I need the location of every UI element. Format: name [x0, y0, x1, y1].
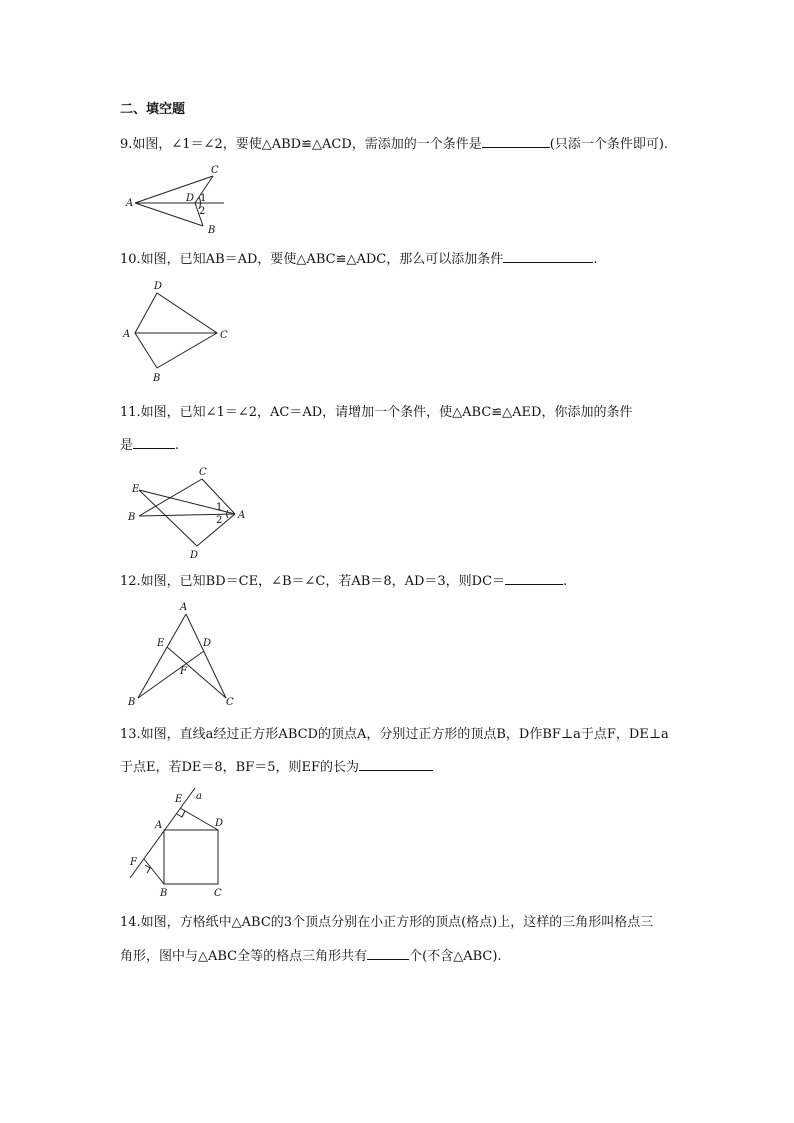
- question-11-line-1: 11.如图，已知∠1＝∠2，AC＝AD，请增加一个条件，使△ABC≌△AED，你添加的条件: [120, 405, 633, 420]
- answer-blank-12[interactable]: [505, 570, 563, 585]
- question-12-suffix: .: [563, 574, 568, 589]
- figure-12: [120, 598, 250, 713]
- fig10-label-c: C: [220, 330, 228, 341]
- fig10-label-a: A: [123, 329, 131, 340]
- fig13-line-bf: [144, 859, 164, 884]
- fig11-line-bc: [139, 479, 202, 516]
- question-11-suffix: .: [175, 438, 180, 453]
- fig11-label-e: E: [132, 484, 140, 495]
- fig12-line-ac: [186, 614, 226, 698]
- question-13-line-2: [120, 756, 702, 778]
- answer-blank-9[interactable]: [482, 133, 550, 148]
- fig9-label-a: A: [126, 198, 134, 209]
- fig13-label-a-line: a: [196, 791, 202, 802]
- fig13-square-abcd: [164, 830, 218, 884]
- fig10-label-d: D: [154, 281, 163, 292]
- fig11-label-angle-2: 2: [216, 515, 223, 526]
- fig11-label-angle-1: 1: [216, 502, 223, 513]
- question-12: [120, 570, 702, 592]
- answer-blank-14[interactable]: [367, 945, 409, 960]
- question-10-text: 10.如图，已知AB＝AD，要使△ABC≌△ADC，那么可以添加条件: [120, 252, 504, 267]
- fig13-label-b: B: [160, 888, 168, 899]
- question-14-text-2: 角形，图中与△ABC全等的格点三角形共有: [120, 949, 368, 964]
- question-11-line-2: [120, 434, 702, 456]
- question-14-line-1: 14.如图，方格纸中△ABC的3个顶点分别在小正方形的顶点(格点)上，这样的三角形叫格点三: [120, 915, 654, 930]
- question-10: [120, 248, 702, 270]
- question-14-suffix: 个(不含△ABC).: [409, 949, 502, 964]
- fig13-label-f: F: [130, 857, 137, 868]
- answer-blank-10[interactable]: [503, 248, 593, 263]
- question-9-suffix: (只添一个条件即可).: [549, 137, 669, 152]
- fig12-label-d: D: [203, 638, 212, 649]
- fig9-label-d: D: [186, 193, 195, 204]
- fig9-line-ab: [135, 203, 206, 226]
- fig12-label-c: C: [226, 697, 234, 708]
- question-13-line-1: 13.如图，直线a经过正方形ABCD的顶点A，分别过正方形的顶点B，D作BF⊥a于点F，DE⊥a: [120, 727, 669, 742]
- question-12-text: 12.如图，已知BD＝CE，∠B＝∠C，若AB＝8，AD＝3，则DC＝: [120, 574, 506, 589]
- question-13-text-2: 于点E，若DE＝8，BF＝5，则EF的长为: [120, 760, 360, 775]
- fig11-label-c: C: [199, 467, 207, 478]
- answer-blank-11[interactable]: [133, 434, 175, 449]
- question-9: [120, 133, 702, 155]
- question-10-suffix: .: [593, 252, 598, 267]
- figure-11: [120, 462, 260, 562]
- fig13-line-de: [180, 808, 218, 830]
- figure-10: [120, 278, 240, 388]
- question-11-text-2: 是: [120, 438, 134, 453]
- fig12-line-ec: [167, 647, 226, 698]
- fig9-label-b: B: [208, 225, 216, 236]
- fig9-label-angle-2: 2: [199, 206, 206, 217]
- answer-blank-13[interactable]: [359, 756, 433, 771]
- figure-13: [120, 783, 240, 903]
- fig9-label-angle-1: 1: [200, 193, 207, 204]
- fig13-label-e: E: [175, 794, 183, 805]
- fig11-label-d: D: [190, 550, 199, 561]
- fig13-line-a: [130, 788, 195, 878]
- fig12-label-a: A: [180, 602, 188, 613]
- fig13-label-d: D: [215, 818, 224, 829]
- fig10-quadrilateral: [135, 293, 217, 368]
- fig9-label-c: C: [211, 165, 219, 176]
- fig12-label-f: F: [180, 666, 187, 677]
- section-title: 二、填空题: [120, 102, 186, 117]
- fig12-label-e: E: [157, 638, 165, 649]
- figure-9: [120, 160, 240, 235]
- fig11-label-a: A: [238, 510, 246, 521]
- fig10-label-b: B: [153, 373, 161, 384]
- fig12-line-ab: [138, 614, 186, 698]
- question-9-text: 9.如图，∠1＝∠2，要使△ABD≌△ACD，需添加的一个条件是: [120, 137, 482, 152]
- question-14-line-2: [120, 945, 702, 967]
- fig13-label-a: A: [155, 820, 163, 831]
- fig11-label-b: B: [128, 512, 136, 523]
- fig13-label-c: C: [214, 888, 222, 899]
- fig12-label-b: B: [128, 697, 136, 708]
- fig12-line-bd: [138, 651, 204, 698]
